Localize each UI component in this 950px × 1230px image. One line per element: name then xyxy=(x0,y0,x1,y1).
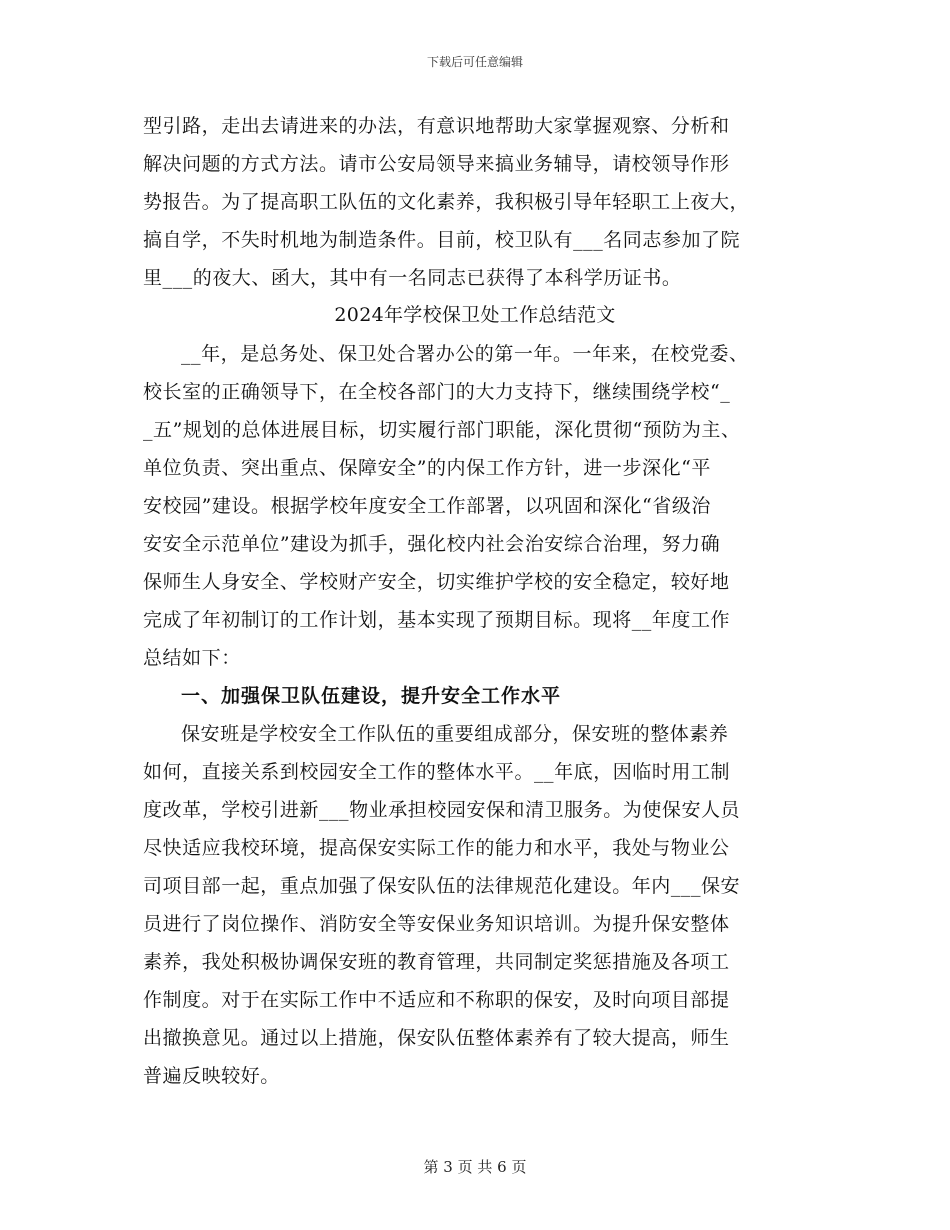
intro-line: 单位负责、突出重点、保障安全”的内保工作方针，进一步深化“平 xyxy=(143,457,711,479)
body-line: 里___的夜大、函大，其中有一名同志已获得了本科学历证书。 xyxy=(143,267,682,289)
intro-line: 安安全示范单位”建设为抓手，强化校内社会治安综合治理，努力确 xyxy=(143,533,721,555)
intro-line: 安校园”建设。根据学校年度安全工作部署，以巩固和深化“省级治 xyxy=(143,495,711,517)
page-footer: 第 3 页 共 6 页 xyxy=(423,1158,527,1176)
section-line: 作制度。对于在实际工作中不适应和不称职的保安，及时向项目部提 xyxy=(143,989,730,1011)
body-line: 势报告。为了提高职工队伍的文化素养，我积极引导年轻职工上夜大， xyxy=(143,191,750,213)
intro-line: __年，是总务处、保卫处合署办公的第一年。一年来，在校党委、 xyxy=(181,343,749,365)
section-line: 普遍反映较好。 xyxy=(143,1065,280,1087)
intro-line: 保师生人身安全、学校财产安全，切实维护学校的安全稳定，较好地 xyxy=(143,571,730,593)
section-line: 保安班是学校安全工作队伍的重要组成部分，保安班的整体素养 xyxy=(181,723,729,745)
section-line: 尽快适应我校环境，提高保安实际工作的能力和水平，我处与物业公 xyxy=(143,837,730,859)
page-header: 下载后可任意编辑 xyxy=(426,55,523,69)
body-line: 解决问题的方式方法。请市公安局领导来搞业务辅导，请校领导作形 xyxy=(143,153,730,175)
section-line: 司项目部一起，重点加强了保安队伍的法律规范化建设。年内___保安 xyxy=(143,875,741,897)
section-line: 员进行了岗位操作、消防安全等安保业务知识培训。为提升保安整体 xyxy=(143,913,730,935)
intro-line: _五”规划的总体进展目标，切实履行部门职能，深化贯彻“预防为主、 xyxy=(143,419,741,441)
body-line: 型引路，走出去请进来的办法，有意识地帮助大家掌握观察、分析和 xyxy=(143,115,730,137)
intro-line: 完成了年初制订的工作计划，基本实现了预期目标。现将__年度工作 xyxy=(143,609,731,631)
section-heading: 一、加强保卫队伍建设，提升安全工作水平 xyxy=(181,685,562,707)
section-line: 素养，我处积极协调保安班的教育管理，共同制定奖惩措施及各项工 xyxy=(143,951,730,973)
intro-line: 校长室的正确领导下，在全校各部门的大力支持下，继续围绕学校“_ xyxy=(143,381,731,403)
intro-line: 总结如下： xyxy=(143,647,241,669)
body-line: 搞自学，不失时机地为制造条件。目前，校卫队有___名同志参加了院 xyxy=(143,229,741,251)
section-line: 度改革，学校引进新___物业承担校园安保和清卫服务。为使保安人员 xyxy=(143,799,741,821)
document-title: 2024年学校保卫处工作总结范文 xyxy=(334,304,616,326)
section-line: 如何，直接关系到校园安全工作的整体水平。__年底，因临时用工制 xyxy=(143,761,731,783)
section-line: 出撤换意见。通过以上措施，保安队伍整体素养有了较大提高，师生 xyxy=(143,1027,730,1049)
